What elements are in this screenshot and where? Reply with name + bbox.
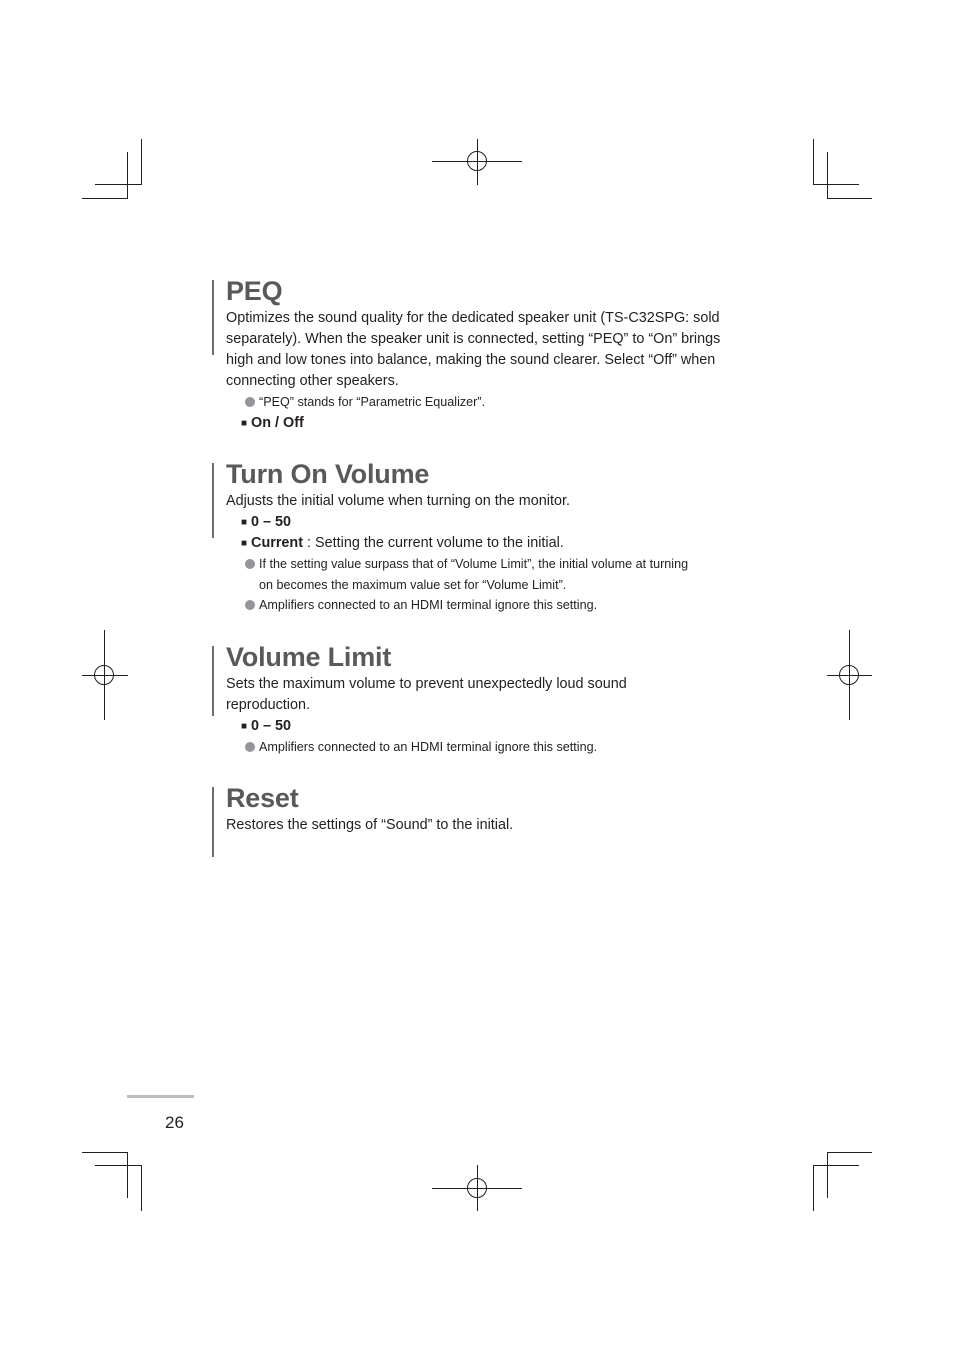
section-turn-on-volume: [212, 458, 732, 616]
option-label: Current: [251, 535, 304, 551]
crop-mark: [82, 1152, 128, 1153]
square-bullet-icon: ■: [241, 517, 248, 528]
crop-mark: [813, 1165, 859, 1166]
registration-mark: [467, 1178, 487, 1198]
option-item: [241, 533, 732, 554]
section-bar: [212, 787, 214, 857]
option-label: On / Off: [251, 414, 304, 431]
note-item: “PEQ” stands for “Parametric Equalizer”.: [245, 392, 732, 413]
crop-mark: [141, 1165, 142, 1211]
note-item: If the setting value surpass that of “Volume Limit”, the initial volume at turning on becomes the maximum value set for “Volume Limit”.: [245, 554, 699, 595]
option-item: [241, 512, 732, 533]
bullet-dot-icon: [245, 397, 255, 407]
note-item: Amplifiers connected to an HDMI terminal ignore this setting.: [245, 595, 732, 616]
crop-mark: [813, 139, 814, 185]
section-title: Volume Limit: [226, 642, 392, 672]
section-description: Restores the settings of “Sound” to the initial.: [226, 817, 514, 833]
crop-mark: [127, 152, 128, 198]
bullet-dot-icon: [245, 600, 255, 610]
section-volume-limit: [212, 641, 732, 758]
registration-mark: [839, 665, 859, 685]
section-title: PEQ: [226, 276, 283, 306]
registration-mark: [94, 665, 114, 685]
crop-mark: [95, 184, 141, 185]
note-item: Amplifiers connected to an HDMI terminal ignore this setting.: [245, 737, 732, 758]
bullet-dot-icon: [245, 559, 255, 569]
crop-mark: [827, 198, 872, 199]
square-bullet-icon: ■: [241, 721, 248, 732]
option-description: : Setting the current volume to the initial.: [303, 535, 564, 551]
section-bar: [212, 280, 214, 355]
crop-mark: [827, 152, 828, 198]
bullet-dot-icon: [245, 742, 255, 752]
section-bar: [212, 463, 214, 538]
crop-mark: [813, 1165, 814, 1211]
section-description: Optimizes the sound quality for the dedicated speaker unit (TS-C32SPG: sold separately). When the speaker unit is connected, setting “PEQ” to “On” brings high and low tones into balance, making the sound clearer. Select “Off” when connecting other speakers.: [226, 310, 721, 389]
crop-mark: [827, 1152, 828, 1198]
section-title: Turn On Volume: [226, 459, 430, 489]
registration-mark: [467, 151, 487, 171]
page-number: 26: [165, 1113, 184, 1132]
crop-mark: [141, 139, 142, 185]
section-title: Reset: [226, 783, 299, 813]
crop-mark: [95, 1165, 141, 1166]
crop-mark: [813, 184, 859, 185]
section-bar: [212, 646, 214, 716]
page-number-rule: [127, 1095, 194, 1098]
option-label: 0 – 50: [251, 718, 292, 734]
crop-mark: [127, 1152, 128, 1198]
crop-mark: [82, 198, 128, 199]
square-bullet-icon: ■: [241, 538, 248, 549]
section-reset: [212, 782, 732, 836]
square-bullet-icon: ■: [241, 417, 248, 429]
section-peq: [212, 275, 732, 434]
option-item: [241, 413, 732, 434]
option-label: 0 – 50: [251, 514, 292, 530]
section-description: Adjusts the initial volume when turning on the monitor.: [226, 493, 570, 509]
crop-mark: [827, 1152, 872, 1153]
option-item: [241, 716, 732, 737]
section-description: Sets the maximum volume to prevent unexpectedly loud sound reproduction.: [226, 676, 627, 713]
